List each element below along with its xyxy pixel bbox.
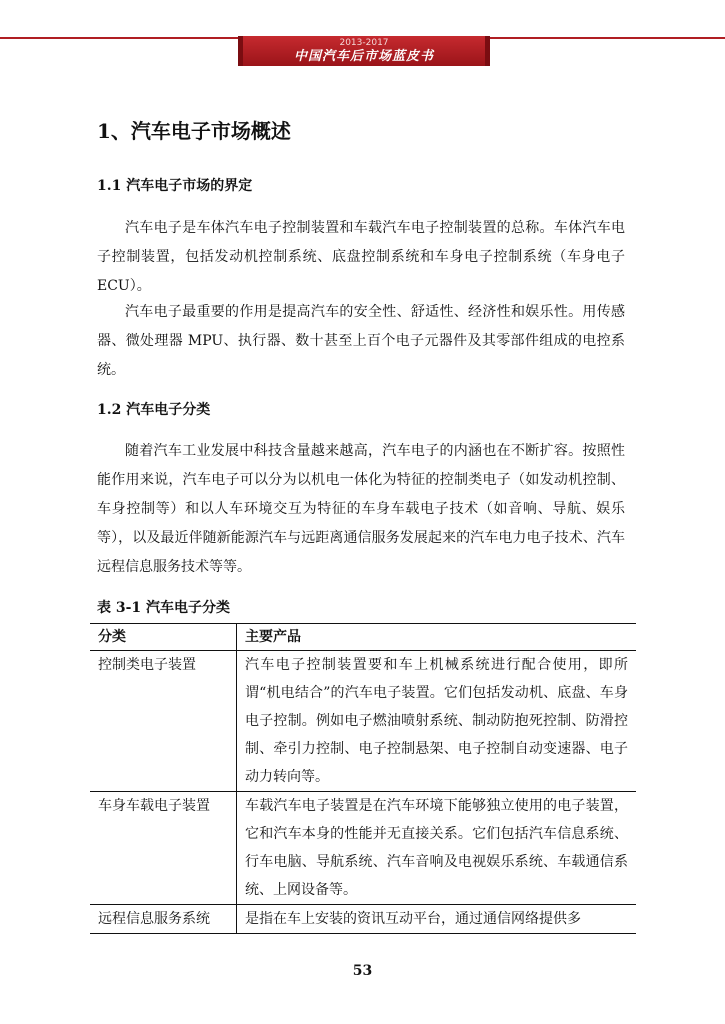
- row-products: 汽车电子控制装置要和车上机械系统进行配合使用，即所谓“机电结合”的汽车电子装置。它们包括发动机、底盘、车身电子控制。例如电子燃油喷射系统、制动防抱死控制、防滑控制、牵引力控制、电子控制悬架、电子控制自动变速器、电子动力转向等。: [237, 651, 637, 792]
- row-category: 远程信息服务系统: [90, 905, 237, 934]
- header-years: 2013-2017: [339, 38, 389, 48]
- paragraph-role: 汽车电子最重要的作用是提高汽车的安全性、舒适性、经济性和娱乐性。用传感器、微处理器 MPU、执行器、数十甚至上百个电子元器件及其零部件组成的电控系统。: [97, 304, 625, 378]
- header-banner: [238, 36, 490, 66]
- row-products: 车载汽车电子装置是在汽车环境下能够独立使用的电子装置，它和汽车本身的性能并无直接关系。它们包括汽车信息系统、行车电脑、导航系统、汽车音响及电视娱乐系统、车载通信系统、上网设备等。: [237, 792, 637, 905]
- column-header-category: 分类: [90, 624, 237, 651]
- subsection-1-1-title: 1.1 汽车电子市场的界定: [97, 178, 253, 194]
- row-category: 车身车载电子装置: [90, 792, 237, 905]
- table-caption: 表 3-1 汽车电子分类: [97, 600, 231, 616]
- row-category: 控制类电子装置: [90, 651, 237, 792]
- page-number: 53: [352, 963, 373, 979]
- row-products: 是指在车上安装的资讯互动平台，通过通信网络提供多: [237, 905, 637, 934]
- table-row: [90, 905, 636, 934]
- table-header-row: [90, 624, 636, 651]
- subsection-1-2-title: 1.2 汽车电子分类: [97, 402, 211, 418]
- header-book-title: 中国汽车后市场蓝皮书: [293, 49, 434, 64]
- paragraph-definition: 汽车电子是车体汽车电子控制装置和车载汽车电子控制装置的总称。车体汽车电子控制装置，包括发动机控制系统、底盘控制系统和车身电子控制系统（车身电子 ECU）。: [97, 220, 625, 294]
- section-title: 1、汽车电子市场概述: [97, 119, 291, 143]
- classification-table: [90, 623, 636, 934]
- table-row: [90, 792, 636, 905]
- column-header-products: 主要产品: [237, 624, 637, 651]
- table-row: [90, 651, 636, 792]
- paragraph-classification: 随着汽车工业发展中科技含量越来越高，汽车电子的内涵也在不断扩容。按照性能作用来说，汽车电子可以分为以机电一体化为特征的控制类电子（如发动机控制、车身控制等）和以人车环境交互为特征的车身车载电子技术（如音响、导航、娱乐等），以及最近伴随新能源汽车与远距离通信服务发展起来的汽车电力电子技术、汽车远程信息服务技术等等。: [97, 443, 625, 575]
